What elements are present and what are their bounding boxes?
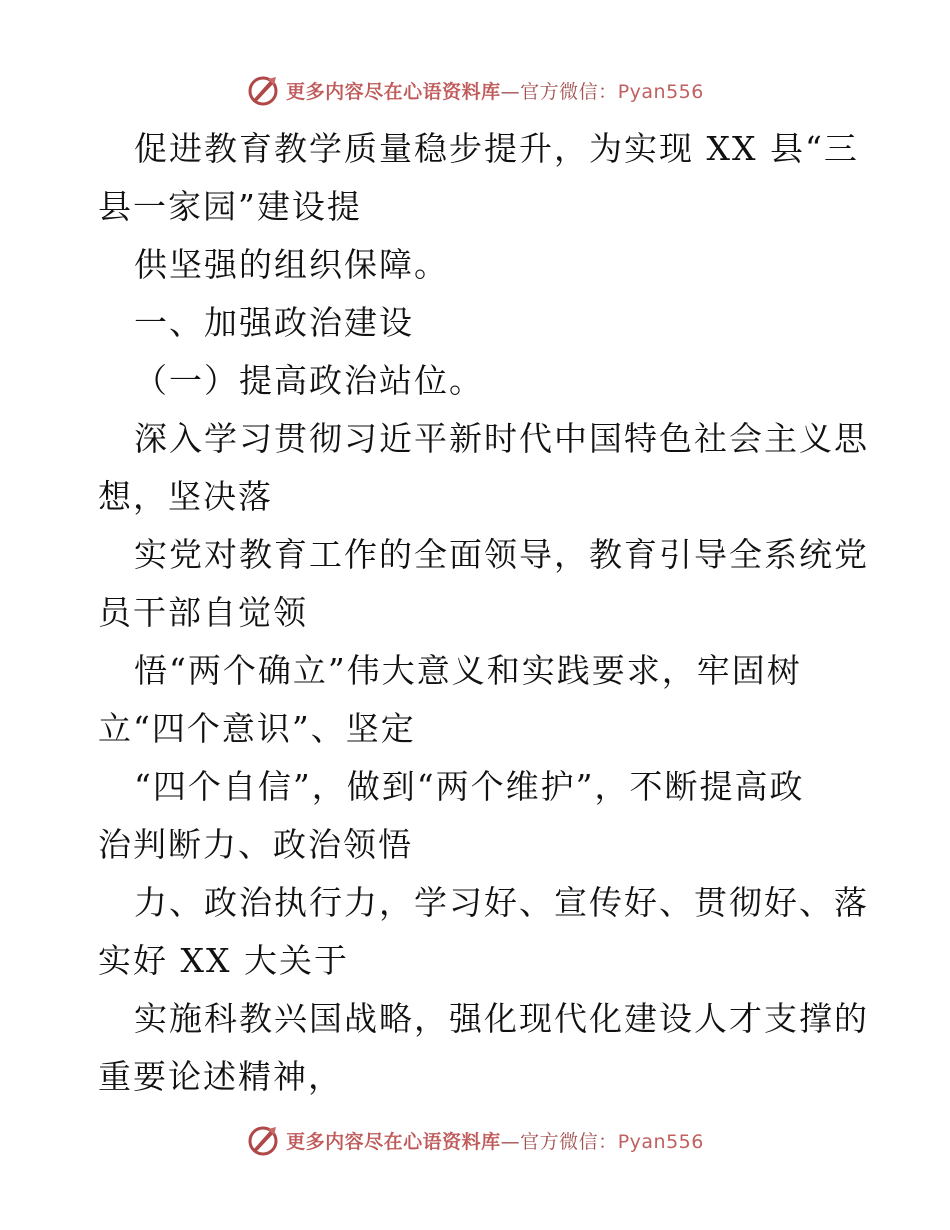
quill-logo-icon [246,1123,280,1157]
paragraph-line: 供坚强的组织保障。 [134,245,449,284]
document-body [98,120,869,1106]
subsection-heading: （一）提高政治站位。 [134,361,484,400]
paragraph-line: 悟“两个确立”伟大意义和实践要求，牢固树 [134,651,802,690]
paragraph-line: “四个自信”，做到“两个维护”，不断提高政 [134,767,805,806]
watermark-dash: — [500,1130,521,1153]
paragraph-line: 治判断力、政治领悟 [98,825,413,864]
quill-logo-icon [246,73,280,107]
paragraph-line: 实党对教育工作的全面领导，教育引导全系统党 [134,535,869,574]
watermark-account: Pyan556 [617,80,704,103]
watermark-official-label: 官方微信： [520,1130,618,1153]
paragraph-line: 深入学习贯彻习近平新时代中国特色社会主义思 [134,419,869,458]
paragraph-line: 力、政治执行力，学习好、宣传好、贯彻好、落 [134,883,869,922]
paragraph-line: 员干部自觉领 [98,593,308,632]
watermark-official-label: 官方微信： [520,80,618,103]
footer-watermark [0,1120,950,1160]
paragraph-line: 立“四个意识”、坚定 [98,709,416,748]
paragraph-line: 实施科教兴国战略，强化现代化建设人才支撑的 [134,999,869,1038]
watermark-text [286,1127,704,1154]
watermark-account: Pyan556 [617,1130,704,1153]
header-watermark [0,70,950,110]
watermark-brand: 更多内容尽在心语资料库 [286,1130,501,1153]
watermark-text [286,77,704,104]
paragraph-line: 想，坚决落 [98,477,273,516]
paragraph-line: 县一家园”建设提 [98,187,362,226]
paragraph-line: 促进教育教学质量稳步提升，为实现 XX 县“三 [134,129,859,168]
section-heading: 一、加强政治建设 [134,303,414,342]
watermark-dash: — [500,80,521,103]
paragraph-line: 实好 XX 大关于 [98,941,349,980]
watermark-brand: 更多内容尽在心语资料库 [286,80,501,103]
paragraph-line: 重要论述精神， [98,1057,343,1096]
